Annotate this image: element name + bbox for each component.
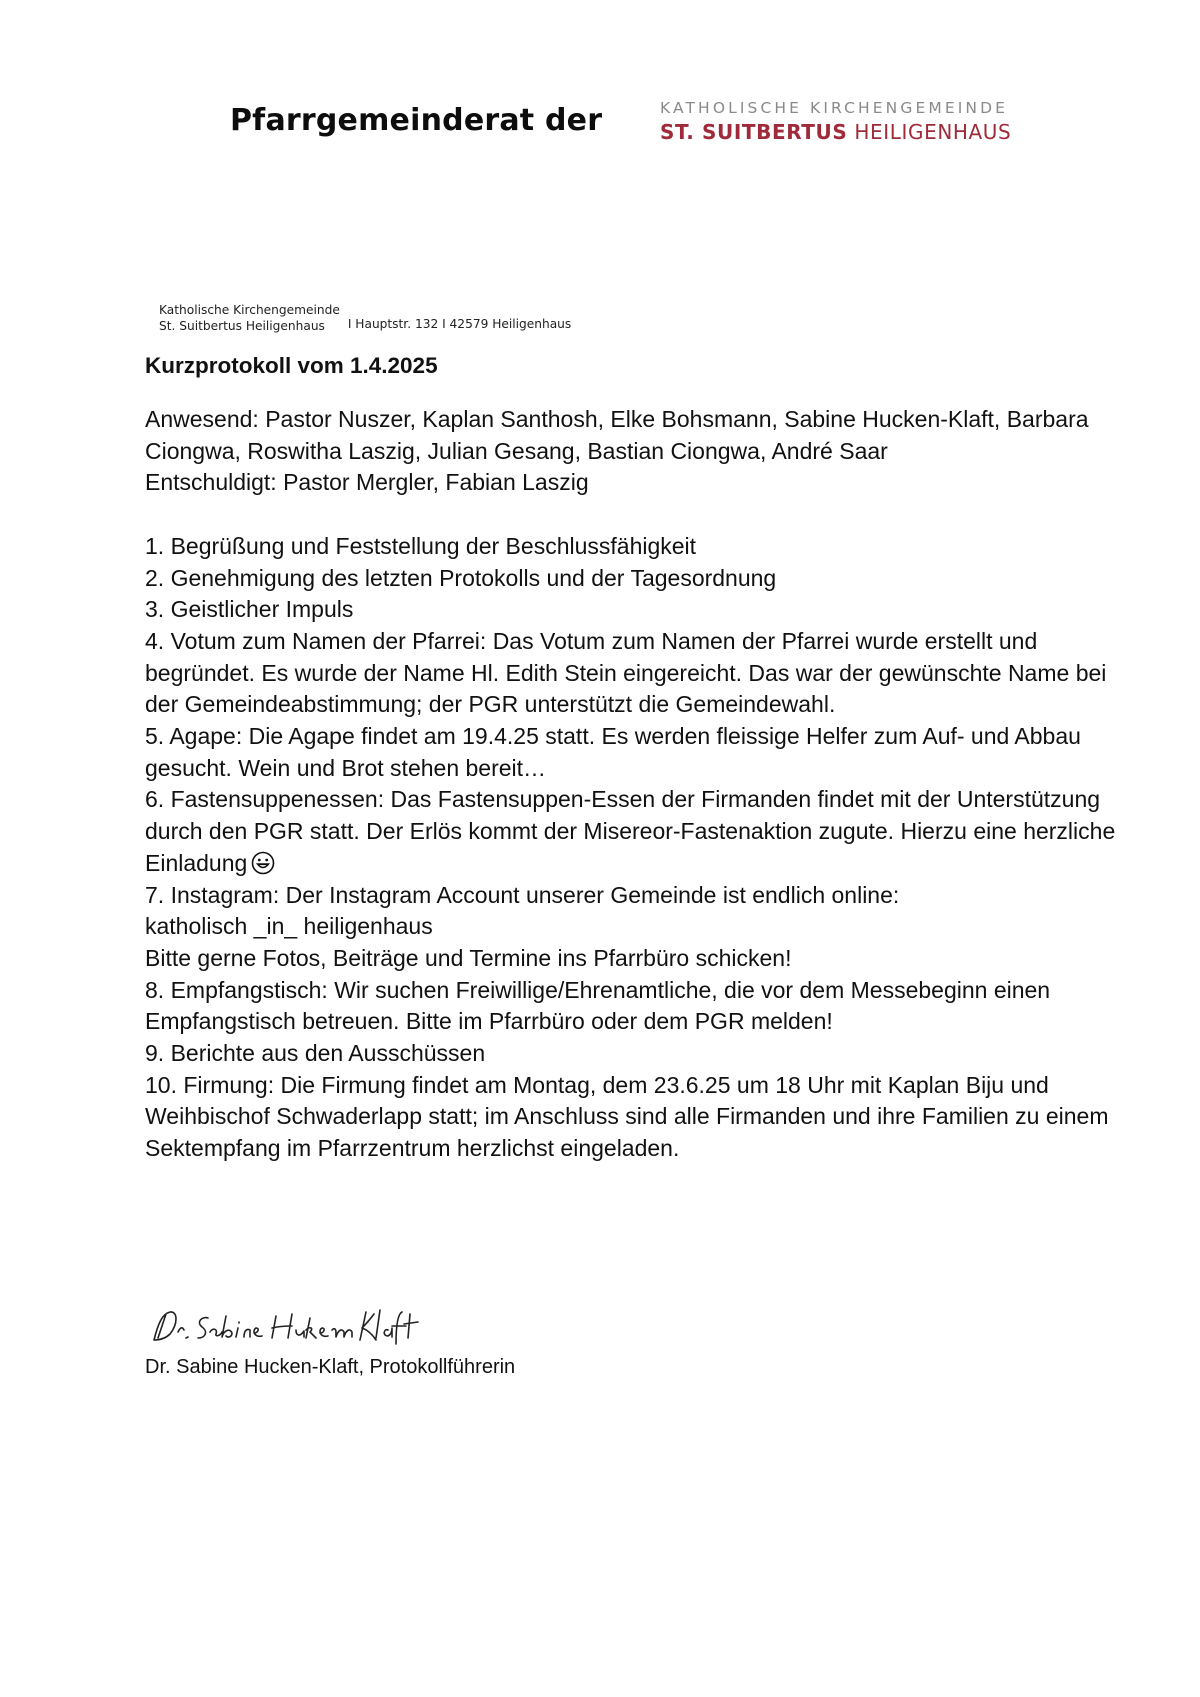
handwritten-signature <box>148 1300 468 1355</box>
agenda-text: Firmung: Die Firmung findet am Montag, dem 23.6.25 um 18 Uhr mit Kaplan Biju und Weihbischof Schwaderlapp statt; im Anschluss sind alle Firmanden und ihre Familien zu einem Sektempfang im Pfarrzentrum herzlichst eingeladen. <box>145 1071 1109 1162</box>
agenda-item <box>145 784 1135 879</box>
agenda-num: 7. <box>145 881 165 908</box>
spacer <box>145 499 1135 531</box>
parish-logo <box>660 99 1100 144</box>
header-title: Pfarrgemeinderat der <box>230 103 603 138</box>
agenda-num: 6. <box>145 786 165 813</box>
agenda-list <box>145 531 1135 1165</box>
agenda-text: Geistlicher Impuls <box>170 596 354 623</box>
agenda-item <box>145 911 1135 943</box>
agenda-item <box>145 943 1135 975</box>
logo-line1: KATHOLISCHE KIRCHENGEMEINDE <box>660 99 1009 117</box>
agenda-item <box>145 594 1135 626</box>
protocol-body <box>145 350 1135 1165</box>
agenda-item <box>145 880 1135 912</box>
signer-name: Dr. Sabine Hucken-Klaft, Protokollführerin <box>145 1356 516 1378</box>
address-line1: Katholische Kirchengemeinde <box>159 303 340 317</box>
agenda-num: 1. <box>145 532 165 559</box>
agenda-item <box>145 721 1135 784</box>
agenda-text: Fastensuppenessen: Das Fastensuppen-Essen der Firmanden findet mit der Unterstützung durch den PGR statt. Der Erlös kommt der Misereor-Fastenaktion zugute. Hierzu eine herzliche Einladung <box>145 786 1116 876</box>
address-block <box>159 302 571 334</box>
agenda-text: Berichte aus den Ausschüssen <box>170 1040 486 1067</box>
agenda-item <box>145 626 1135 721</box>
agenda-item <box>145 1038 1135 1070</box>
smiley-icon <box>251 851 275 875</box>
agenda-num: 9. <box>145 1040 165 1067</box>
agenda-item <box>145 1070 1135 1165</box>
agenda-text: Agape: Die Agape findet am 19.4.25 statt. Es werden fleissige Helfer zum Auf- und Abbau gesucht. Wein und Brot stehen bereit… <box>145 723 1081 781</box>
address-street: I Hauptstr. 132 I 42579 Heiligenhaus <box>347 317 572 331</box>
agenda-text: Empfangstisch: Wir suchen Freiwillige/Ehrenamtliche, die vor dem Messebeginn einen Empfangstisch betreuen. Bitte im Pfarrbüro oder dem PGR melden! <box>145 976 1051 1035</box>
agenda-text: Begrüßung und Feststellung der Beschlussfähigkeit <box>170 532 697 559</box>
agenda-item <box>145 563 1135 595</box>
logo-line2-rest: HEILIGENHAUS <box>854 120 1012 144</box>
agenda-num: 8. <box>145 976 165 1003</box>
attendance-present: Anwesend: Pastor Nuszer, Kaplan Santhosh, Elke Bohsmann, Sabine Hucken-Klaft, Barbara Ciongwa, Roswitha Laszig, Julian Gesang, Bastian Ciongwa, André Saar <box>145 406 1089 464</box>
agenda-text: katholisch _in_ heiligenhaus <box>145 913 433 940</box>
logo-line2-bold: ST. SUITBERTUS <box>660 120 848 144</box>
agenda-num: 10. <box>145 1071 177 1098</box>
agenda-num: 3. <box>145 596 165 623</box>
agenda-num: 2. <box>145 564 165 591</box>
agenda-text: Instagram: Der Instagram Account unserer Gemeinde ist endlich online: <box>170 881 900 908</box>
agenda-text: Genehmigung des letzten Protokolls und der Tagesordnung <box>170 564 777 591</box>
address-line2: St. Suitbertus Heiligenhaus <box>159 319 325 333</box>
logo-line2 <box>660 120 1100 144</box>
agenda-text: Bitte gerne Fotos, Beiträge und Termine ins Pfarrbüro schicken! <box>145 944 792 971</box>
agenda-num: 4. <box>145 627 165 654</box>
attendance-excused: Entschuldigt: Pastor Mergler, Fabian Laszig <box>145 469 589 496</box>
address-name <box>159 302 340 334</box>
agenda-text: Votum zum Namen der Pfarrei: Das Votum zum Namen der Pfarrei wurde erstellt und begründet. Es wurde der Name Hl. Edith Stein eingereicht. Das war der gewünschte Name bei der Gemeindeabstimmung; der PGR unterstützt die Gemeindewahl. <box>145 627 1107 718</box>
agenda-num: 5. <box>145 723 165 750</box>
protocol-title: Kurzprotokoll vom 1.4.2025 <box>145 353 438 378</box>
agenda-item <box>145 531 1135 563</box>
agenda-item <box>145 975 1135 1038</box>
